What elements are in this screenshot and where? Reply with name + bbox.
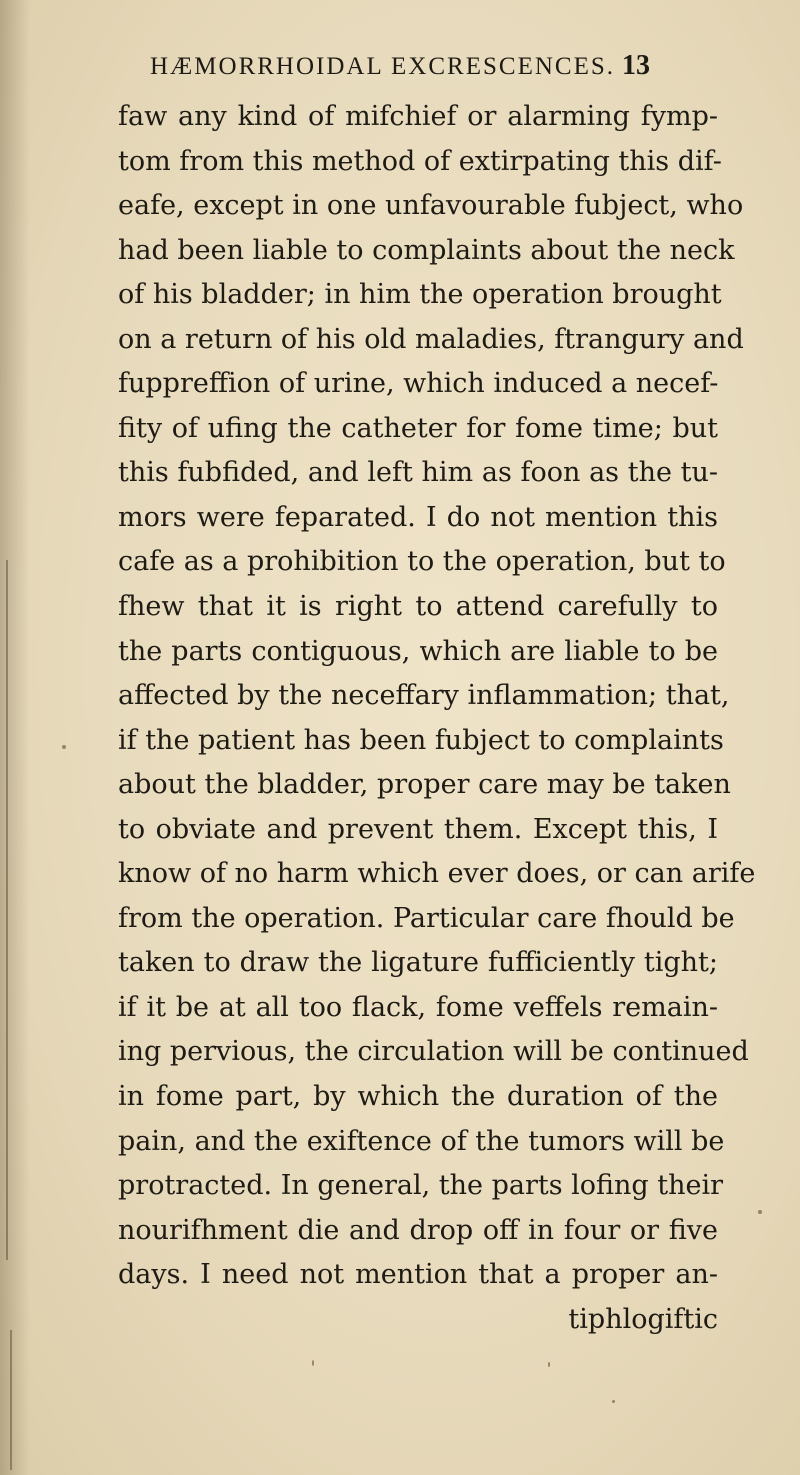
text-line: affected by the neceffary inflammation; that, bbox=[118, 680, 730, 712]
text-line: nourifhment die and drop off in four or five bbox=[118, 1214, 718, 1246]
paper-speck bbox=[548, 1362, 550, 1367]
text-line: mors were feparated. I do not mention this bbox=[118, 501, 718, 533]
running-title: HÆMORRHOIDAL EXCRESCENCES. bbox=[150, 53, 616, 80]
text-line: pain, and the exiftence of the tumors will be bbox=[118, 1125, 725, 1157]
paper-speck bbox=[612, 1400, 615, 1403]
text-line: if it be at all too flack, fome veffels remain- bbox=[118, 991, 718, 1023]
text-line: if the patient has been fubject to complaints bbox=[118, 724, 724, 756]
page-gutter-shadow bbox=[0, 0, 30, 1475]
body-text bbox=[118, 95, 756, 1342]
text-line: days. I need not mention that a proper an- bbox=[118, 1259, 718, 1291]
text-line: tom from this method of extirpating this dif- bbox=[118, 145, 722, 177]
text-line: in fome part, by which the duration of the bbox=[118, 1081, 718, 1113]
text-line: faw any kind of mifchief or alarming fymp- bbox=[118, 101, 718, 132]
text-line: taken to draw the ligature fufficiently tight; bbox=[118, 947, 718, 979]
text-line: fity of ufing the catheter for fome time; but bbox=[118, 412, 718, 444]
text-line: about the bladder, proper care may be taken bbox=[118, 769, 731, 801]
text-line: fuppreffion of urine, which induced a necef- bbox=[118, 368, 719, 400]
paper-speck bbox=[312, 1360, 314, 1366]
text-line: to obviate and prevent them. Except this, I bbox=[118, 813, 718, 845]
text-line: the parts contiguous, which are liable to be bbox=[118, 635, 718, 667]
catchword: tiphlogiftic bbox=[568, 1303, 718, 1335]
paper-speck bbox=[62, 745, 66, 749]
text-line: from the operation. Particular care fhould be bbox=[118, 902, 735, 934]
text-line: ing pervious, the circulation will be continued bbox=[118, 1036, 749, 1068]
text-line: cafe as a prohibition to the operation, but to bbox=[118, 546, 726, 578]
text-line: protracted. In general, the parts lofing their bbox=[118, 1170, 724, 1202]
text-line: this fubfided, and left him as foon as the tu- bbox=[118, 457, 718, 489]
text-line: had been liable to complaints about the neck bbox=[118, 234, 735, 266]
paper-speck bbox=[758, 1210, 762, 1214]
text-line: on a return of his old maladies, ftrangury and bbox=[118, 323, 744, 355]
running-head bbox=[150, 50, 650, 82]
page-number: 13 bbox=[622, 50, 650, 81]
text-line: of his bladder; in him the operation brought bbox=[118, 279, 722, 311]
spine-mark bbox=[10, 1330, 12, 1470]
text-line: fhew that it is right to attend carefully to bbox=[118, 591, 718, 623]
spine-mark bbox=[6, 560, 8, 1260]
text-line: eafe, except in one unfavourable fubject, who bbox=[118, 190, 744, 222]
text-line: know of no harm which ever does, or can arife bbox=[118, 858, 756, 890]
paper-speck bbox=[658, 1322, 661, 1325]
